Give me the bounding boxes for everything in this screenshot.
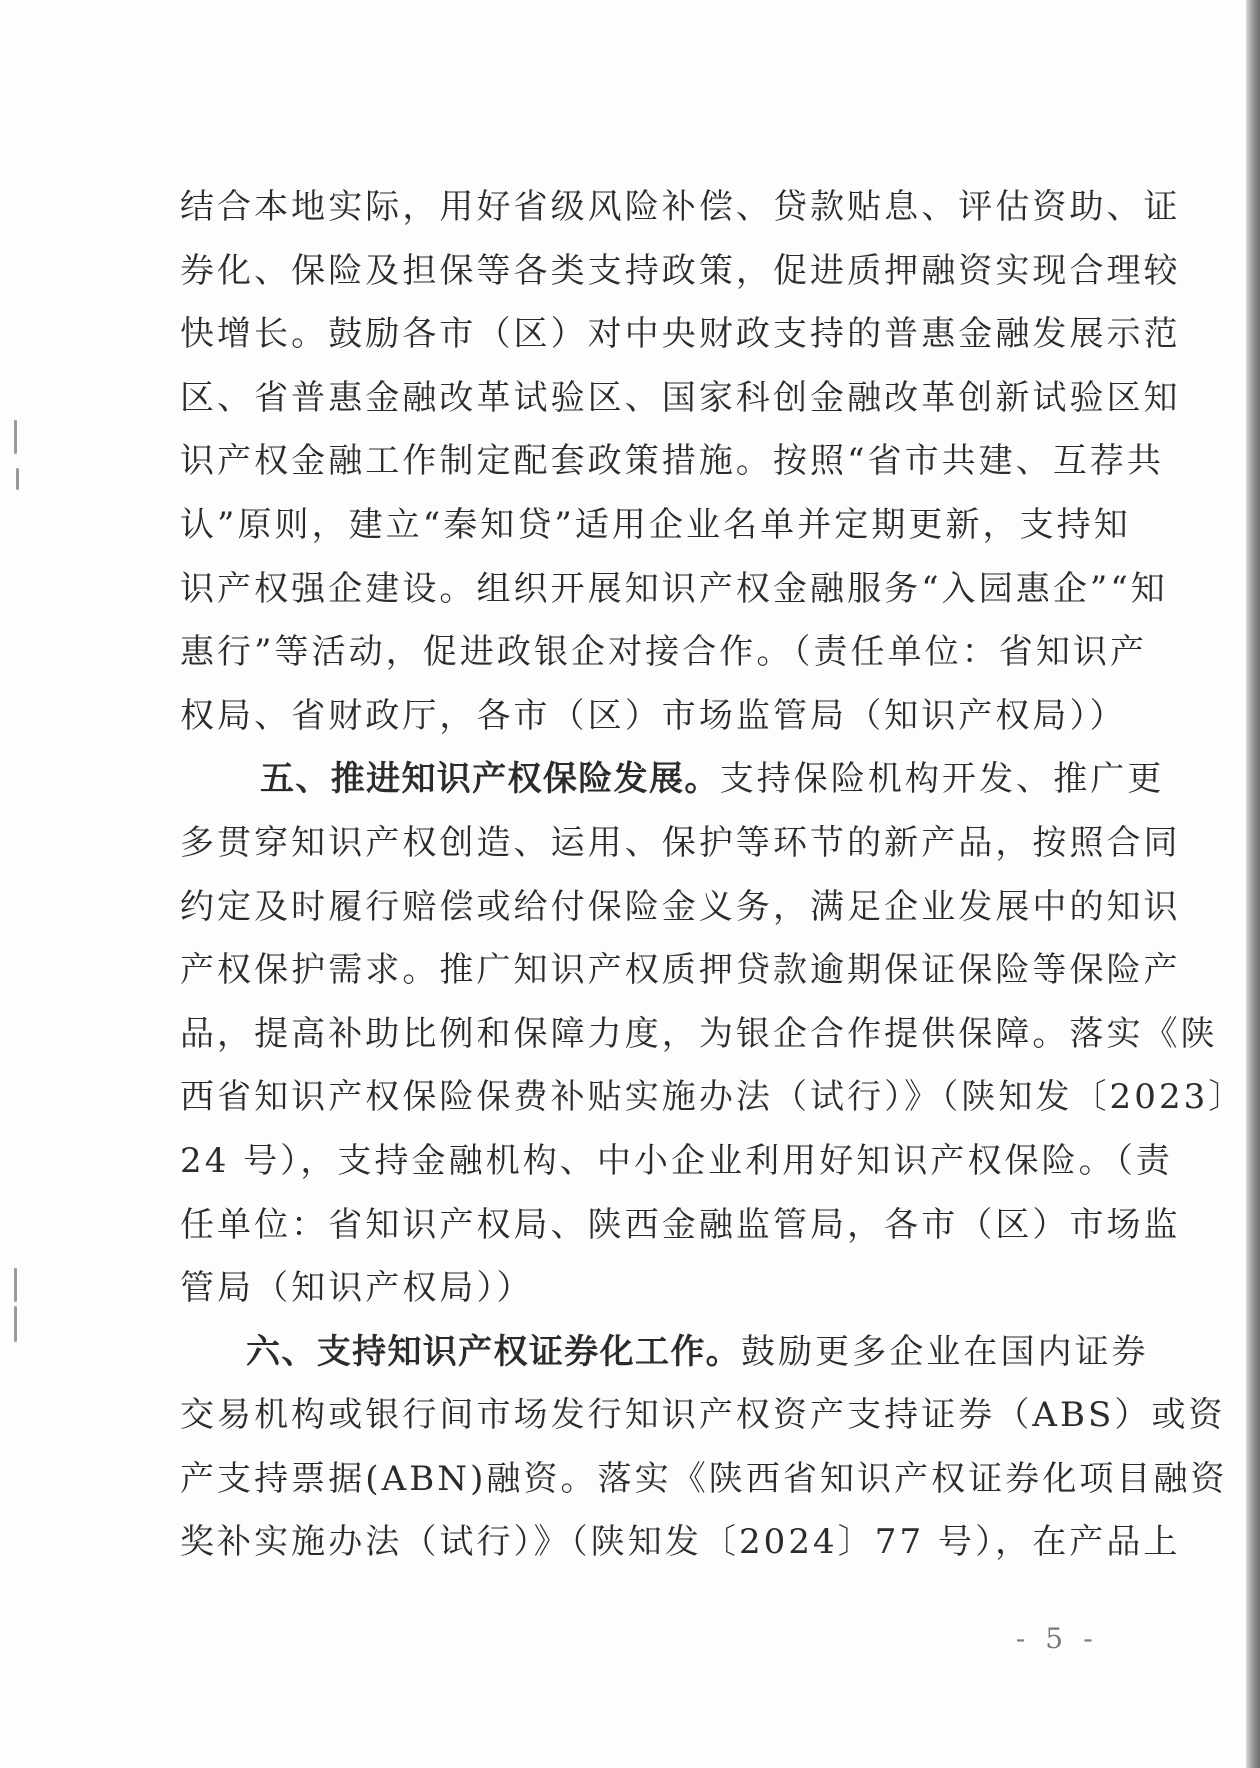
section-6-first-text: 鼓励更多企业在国内证券 [741,1331,1149,1372]
body-line: 24 号），支持金融机构、中小企业利用好知识产权保险。（责 [180,1140,1173,1181]
section-6-first-line [180,1321,1149,1385]
document-body [180,176,1246,1575]
body-line: 权局、省财政厅，各市（区）市场监管局（知识产权局）） [180,695,1127,736]
body-line: 管局（知识产权局）） [180,1268,534,1309]
body-line: 区、省普惠金融改革试验区、国家科创金融改革创新试验区知 [180,377,1181,418]
body-line: 多贯穿知识产权创造、运用、保护等环节的新产品，按照合同 [180,822,1181,863]
body-line: 约定及时履行赔偿或给付保险金义务，满足企业发展中的知识 [180,886,1181,927]
body-line: 惠行”等活动，促进政银企对接合作。（责任单位：省知识产 [180,632,1147,673]
body-line: 交易机构或银行间市场发行知识产权资产支持证券（ABS）或资 [180,1395,1226,1436]
body-line: 识产权强企建设。组织开展知识产权金融服务“入园惠企”“知 [180,568,1168,609]
section-5-first-text: 支持保险机构开发、推广更 [719,759,1165,800]
body-line: 任单位：省知识产权局、陕西金融监管局，各市（区）市场监 [180,1204,1181,1245]
section-5-heading: 五、推进知识产权保险发展。 [260,759,720,800]
binding-mark-4 [14,1306,17,1342]
section-5-first-line [180,748,1165,812]
page-edge-shadow [1246,0,1260,1768]
body-line: 券化、保险及担保等各类支持政策，促进质押融资实现合理较 [180,250,1181,291]
page-number: - 5 - [1015,1622,1099,1655]
body-line: 认”原则，建立“秦知贷”适用企业名单并定期更新，支持知 [180,504,1131,545]
body-line: 快增长。鼓励各市（区）对中央财政支持的普惠金融发展示范 [180,314,1181,355]
body-line: 产支持票据(ABN)融资。落实《陕西省知识产权证券化项目融资 [180,1458,1228,1499]
binding-mark-1 [14,420,17,454]
body-line: 产权保护需求。推广知识产权质押贷款逾期保证保险等保险产 [180,950,1181,991]
section-6-heading: 六、支持知识产权证券化工作。 [246,1331,742,1372]
body-line: 奖补实施办法（试行）》（陕知发〔2024〕77 号），在产品上 [180,1522,1181,1563]
body-line: 品，提高补助比例和保障力度，为银企合作提供保障。落实《陕 [180,1013,1218,1054]
binding-mark-2 [16,468,19,490]
binding-mark-3 [14,1268,17,1302]
body-line: 结合本地实际，用好省级风险补偿、贷款贴息、评估资助、证 [180,187,1181,227]
body-line: 西省知识产权保险保费补贴实施办法（试行）》（陕知发〔2023〕 [180,1077,1246,1118]
body-line: 识产权金融工作制定配套政策措施。按照“省市共建、互荐共 [180,441,1164,482]
